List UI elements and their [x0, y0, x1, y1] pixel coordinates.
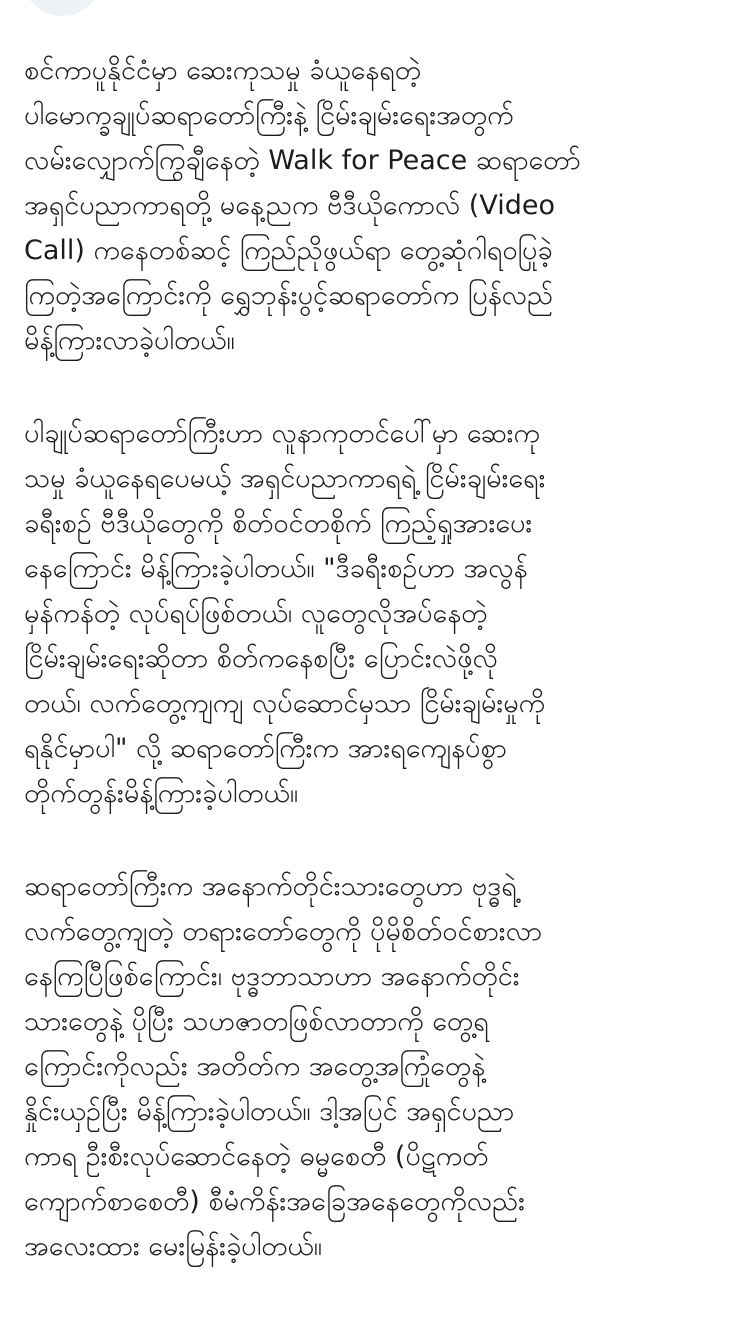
top-avatar-edge: [22, 0, 102, 16]
post-paragraph-2: ပါချုပ်ဆရာတော်ကြီးဟာ လူနာကုတင်ပေါ်မှာ ဆေးကု သမှု ခံယူနေရပေမယ့် အရှင်ပညာကာရရဲ့ ငြိမ်းချမ်းရေး ခရီးစဉ် ဗီဒီယိုတွေကို စိတ်ဝင်တစိုက် ကြည့်ရှုအားပေး နေကြောင်း မိန့်ကြားခဲ့ပါတယ်။ "ဒီခရီးစဉ်ဟာ အလွန် မှန်ကန်တဲ့ လုပ်ရပ်ဖြစ်တယ်၊ လူတွေလိုအပ်နေတဲ့ ငြိမ်းချမ်းရေးဆိုတာ စိတ်ကနေစပြီး ပြောင်းလဲဖို့လို တယ်၊ လက်တွေ့ကျကျ လုပ်ဆောင်မှသာ ငြိမ်းချမ်းမှုကို ရနိုင်မှာပါ" လို့ ဆရာတော်ကြီးက အားရကျေနပ်စွာ တိုက်တွန်းမိန့်ကြားခဲ့ပါတယ်။: [24, 418, 546, 809]
post-body: [24, 48, 724, 1317]
post-paragraph-3: ဆရာတော်ကြီးက အနောက်တိုင်းသားတွေဟာ ဗုဒ္ဓရဲ့ လက်တွေ့ကျတဲ့ တရားတော်တွေကို ပိုမိုစိတ်ဝင်စားလာ နေကြပြီဖြစ်ကြောင်း၊ ဗုဒ္ဓဘာသာဟာ အနောက်တိုင်း သားတွေနဲ့ ပိုပြီး သဟဇာတဖြစ်လာတာကို တွေ့ရ ကြောင်းကိုလည်း အတိတ်က အတွေ့အကြုံတွေနဲ့ နှိုင်းယှဉ်ပြီး မိန့်ကြားခဲ့ပါတယ်။ ဒါ့အပြင် အရှင်ပညာ ကာရ ဦးစီးလုပ်ဆောင်နေတဲ့ ဓမ္မစေတီ (ပိဋကတ် ကျောက်စာစေတီ) စီမံကိန်းအခြေအနေတွေကိုလည်း အလေးထား မေးမြန်းခဲ့ပါတယ်။: [24, 871, 542, 1262]
post-paragraph-1: စင်ကာပူနိုင်ငံမှာ ဆေးကုသမှု ခံယူနေရတဲ့ ပါမောက္ခချုပ်ဆရာတော်ကြီးနဲ့ ငြိမ်းချမ်းရေးအတွက် လမ်းလျှောက်ကြွချီနေတဲ့ Walk for Peace ဆရာတော် အရှင်ပညာကာရတို့ မနေ့ညက ဗီဒီယိုကောလ် (Video Call) ကနေတစ်ဆင့် ကြည်ညိုဖွယ်ရာ တွေ့ဆုံဂါရဝပြုခဲ့ ကြတဲ့အကြောင်းကို ရွှေဘုန်းပွင့်ဆရာတော်က ပြန်လည် မိန့်ကြားလာခဲ့ပါတယ်။: [24, 55, 581, 356]
